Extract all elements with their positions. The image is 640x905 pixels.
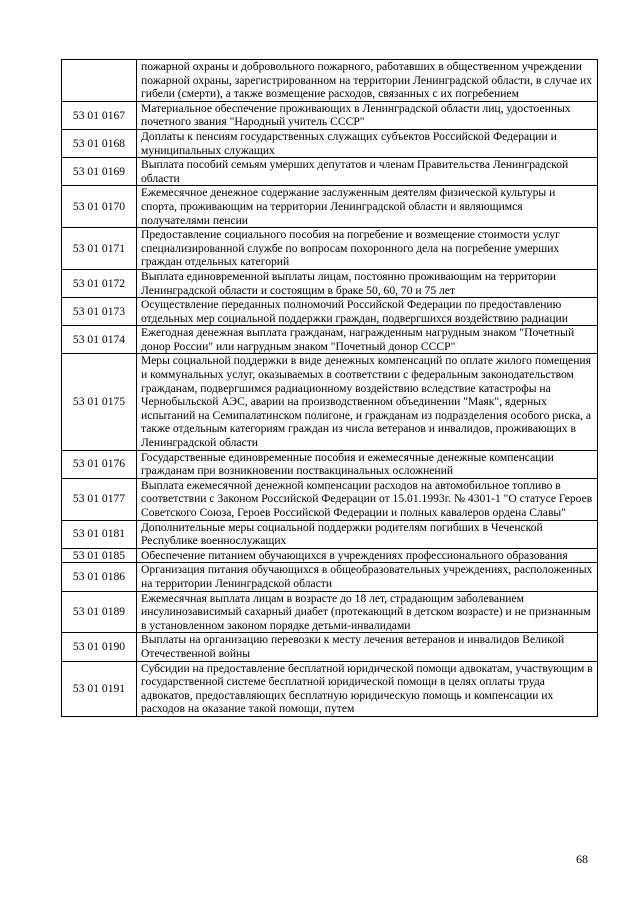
row-description: Предоставление социального пособия на погребение и возмещение стоимости услуг специализированной службе по вопросам похоронного дела на погребение умерших граждан отдельных категорий	[137, 228, 598, 270]
row-description: Выплата единовременной выплаты лицам, постоянно проживающим на территории Ленинградской области и состоящим в браке 50, 60, 70 и 75 лет	[137, 269, 598, 297]
table-row	[62, 269, 598, 297]
table-body	[62, 60, 598, 717]
row-code: 53 01 0168	[62, 129, 137, 157]
row-description: Меры социальной поддержки в виде денежных компенсаций по оплате жилого помещения и коммунальных услуг, оказываемых в соответствии с федеральным законодательством гражданам, подвергшимся радиационному воздействию вследствие катастрофы на Чернобыльской АЭС, аварии на производственном объединении "Маяк", ядерных испытаний на Семипалатинском полигоне, и гражданам из подразделения особого риска, а также отдельным категориям граждан из числа ветеранов и инвалидов, проживающих в Ленинградской области	[137, 354, 598, 450]
row-description: Ежемесячная выплата лицам в возрасте до 18 лет, страдающим заболеванием инсулинозависимый сахарный диабет (протекающий в детском возрасте) и не признанным в установленном законом порядке детьми-инвалидами	[137, 591, 598, 633]
row-code: 53 01 0175	[62, 354, 137, 450]
table-row	[62, 520, 598, 548]
table-row	[62, 158, 598, 186]
table-row	[62, 478, 598, 520]
row-code: 53 01 0181	[62, 520, 137, 548]
row-code: 53 01 0186	[62, 563, 137, 591]
table-row	[62, 186, 598, 228]
row-code: 53 01 0167	[62, 101, 137, 129]
row-description: Осуществление переданных полномочий Российской Федерации по предоставлению отдельных мер социальной поддержки граждан, подвергшихся воздействию радиации	[137, 298, 598, 326]
table-row	[62, 354, 598, 450]
row-code: 53 01 0189	[62, 591, 137, 633]
row-description: Организация питания обучающихся в общеобразовательных учреждениях, расположенных на территории Ленинградской области	[137, 563, 598, 591]
row-description: Дополнительные меры социальной поддержки родителям погибших в Чеченской Республике военнослужащих	[137, 520, 598, 548]
row-code: 53 01 0191	[62, 661, 137, 716]
table-row	[62, 563, 598, 591]
table-row	[62, 661, 598, 716]
row-code: 53 01 0174	[62, 326, 137, 354]
table-row	[62, 326, 598, 354]
row-code: 53 01 0173	[62, 298, 137, 326]
page-number: 68	[576, 852, 588, 866]
row-description: Обеспечение питанием обучающихся в учреждениях профессионального образования	[137, 548, 598, 563]
table-row	[62, 633, 598, 661]
table-row	[62, 228, 598, 270]
table-row	[62, 60, 598, 102]
row-description: пожарной охраны и добровольного пожарного, работавших в общественном учреждении пожарной охраны, зарегистрированном на территории Ленинградской области, в случае их гибели (смерти), а также возмещение расходов, связанных с их погребением	[137, 60, 598, 102]
row-description: Выплата ежемесячной денежной компенсации расходов на автомобильное топливо в соответствии с Законом Российской Федерации от 15.01.1993г. № 4301-1 "О статусе Героев Советского Союза, Героев Российской Федерации и полных кавалеров ордена Славы"	[137, 478, 598, 520]
row-code: 53 01 0177	[62, 478, 137, 520]
row-description: Выплаты на организацию перевозки к месту лечения ветеранов и инвалидов Великой Отечественной войны	[137, 633, 598, 661]
row-code: 53 01 0170	[62, 186, 137, 228]
row-code: 53 01 0185	[62, 548, 137, 563]
budget-code-table	[61, 59, 598, 717]
row-code: 53 01 0190	[62, 633, 137, 661]
row-description: Субсидии на предоставление бесплатной юридической помощи адвокатам, участвующим в государственной системе бесплатной юридической помощи в целях оплаты труда адвокатов, предоставляющих бесплатную юридическую помощь и компенсации их расходов на оказание такой помощи, путем	[137, 661, 598, 716]
row-description: Материальное обеспечение проживающих в Ленинградской области лиц, удостоенных почетного звания "Народный учитель СССР"	[137, 101, 598, 129]
row-code: 53 01 0176	[62, 450, 137, 478]
row-description: Государственные единовременные пособия и ежемесячные денежные компенсации гражданам при возникновении поствакцинальных осложнений	[137, 450, 598, 478]
table-row	[62, 548, 598, 563]
row-code: 53 01 0169	[62, 158, 137, 186]
table-row	[62, 450, 598, 478]
row-code: 53 01 0172	[62, 269, 137, 297]
row-description: Ежегодная денежная выплата гражданам, награжденным нагрудным знаком "Почетный донор России" или нагрудным знаком "Почетный донор СССР"	[137, 326, 598, 354]
table-row	[62, 101, 598, 129]
row-description: Выплата пособий семьям умерших депутатов и членам Правительства Ленинградской области	[137, 158, 598, 186]
table-row	[62, 129, 598, 157]
table-row	[62, 591, 598, 633]
row-description: Ежемесячное денежное содержание заслуженным деятелям физической культуры и спорта, проживающим на территории Ленинградской области и являющимся получателями пенсии	[137, 186, 598, 228]
row-code	[62, 60, 137, 102]
table-row	[62, 298, 598, 326]
row-code: 53 01 0171	[62, 228, 137, 270]
row-description: Доплаты к пенсиям государственных служащих субъектов Российской Федерации и муниципальных служащих	[137, 129, 598, 157]
